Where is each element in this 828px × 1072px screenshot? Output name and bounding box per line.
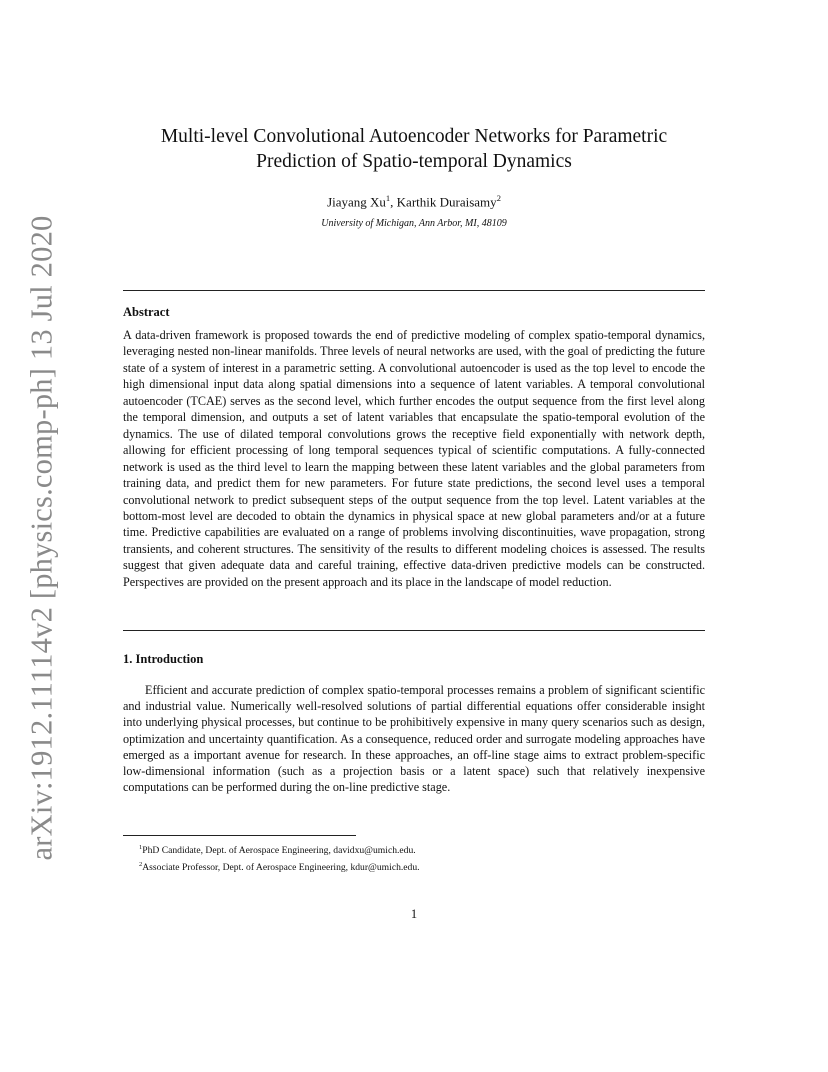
footnote-text: PhD Candidate, Dept. of Aerospace Engineering, davidxu@umich.edu. bbox=[142, 845, 416, 857]
footnote-mark: 1 bbox=[139, 844, 143, 851]
footnote-mark: 2 bbox=[139, 860, 143, 868]
footnote bbox=[139, 841, 420, 858]
author-mark: 2 bbox=[496, 193, 501, 203]
abstract-top-rule bbox=[123, 290, 705, 291]
footnote bbox=[139, 858, 420, 875]
abstract-body: A data-driven framework is proposed towards the end of predictive modeling of complex spatio-temporal dynamics, leveraging nested non-linear manifolds. Three levels of neural networks are used, with the goal of predicting the future state of a system of interest in a parametric setting. A convolutional autoencoder is used as the top level to encode the high dimensional input data along spatial dimensions into a sequence of latent variables. A temporal convolutional autoencoder (TCAE) serves as the second level, which further encodes the output sequence from the first level along the temporal dimension, and outputs a set of latent variables that encapsulate the spatio-temporal evolution of the dynamics. The use of dilated temporal convolutions grows the receptive field exponentially with network depth, allowing for efficient processing of long temporal sequences typical of scientific computations. A fully-connected network is used as the third level to learn the mapping between these latent variables and the global parameters from training data, and predict them for new parameters. For future state predictions, the second level uses a temporal convolutional network to predict subsequent steps of the output sequence from the top level. Latent variables at the bottom-most level are decoded to obtain the dynamics in physical space at new global parameters and/or at a future time. Predictive capabilities are evaluated on a range of problems involving discontinuities, wave propagation, strong transients, and coherent structures. The sensitivity of the results to different modeling choices is assessed. The results suggest that given adequate data and careful training, effective data-driven predictive models can be constructed. Perspectives are provided on the present approach and its place in the landscape of model reduction. bbox=[123, 328, 705, 589]
author-separator: , bbox=[390, 194, 397, 210]
arxiv-stamp bbox=[22, 215, 62, 860]
paper-title bbox=[123, 124, 705, 174]
author-mark: 1 bbox=[385, 193, 391, 203]
title-line-1: Multi-level Convolutional Autoencoder Networks for Parametric bbox=[160, 126, 668, 147]
author-name: Jiayang Xu bbox=[327, 194, 386, 210]
arxiv-identifier: arXiv:1912.11114v2 [physics.comp-ph] 13 Jul 2020 bbox=[24, 215, 59, 860]
page-number: 1 bbox=[410, 907, 418, 921]
abstract-heading: Abstract bbox=[123, 305, 170, 319]
author-list bbox=[123, 193, 705, 210]
title-line-2: Prediction of Spatio-temporal Dynamics bbox=[256, 151, 572, 172]
affiliation: University of Michigan, Ann Arbor, MI, 48109 bbox=[321, 218, 507, 229]
abstract-bottom-rule bbox=[123, 630, 705, 631]
introduction-paragraph: Efficient and accurate prediction of complex spatio-temporal processes remains a problem of significant scientific and industrial value. Numerically well-resolved solutions of partial differential equations offer considerable insight into underlying physical processes, but continue to be prohibitively expensive in many query scenarios such as design, optimization and uncertainty quantification. As a consequence, reduced order and surrogate modeling approaches have emerged as a important avenue for research. In these approaches, an off-line stage aims to extract problem-specific low-dimensional information (such as a projection basis or a latent space) such that relatively inexpensive computations can be performed during the on-line predictive stage. bbox=[123, 683, 705, 795]
footnote-text: Associate Professor, Dept. of Aerospace Engineering, kdur@umich.edu. bbox=[142, 861, 420, 873]
author-name: Karthik Duraisamy bbox=[396, 194, 497, 210]
footnote-rule bbox=[123, 835, 356, 836]
footnotes bbox=[139, 841, 420, 874]
section-heading-introduction: 1. Introduction bbox=[123, 652, 204, 666]
